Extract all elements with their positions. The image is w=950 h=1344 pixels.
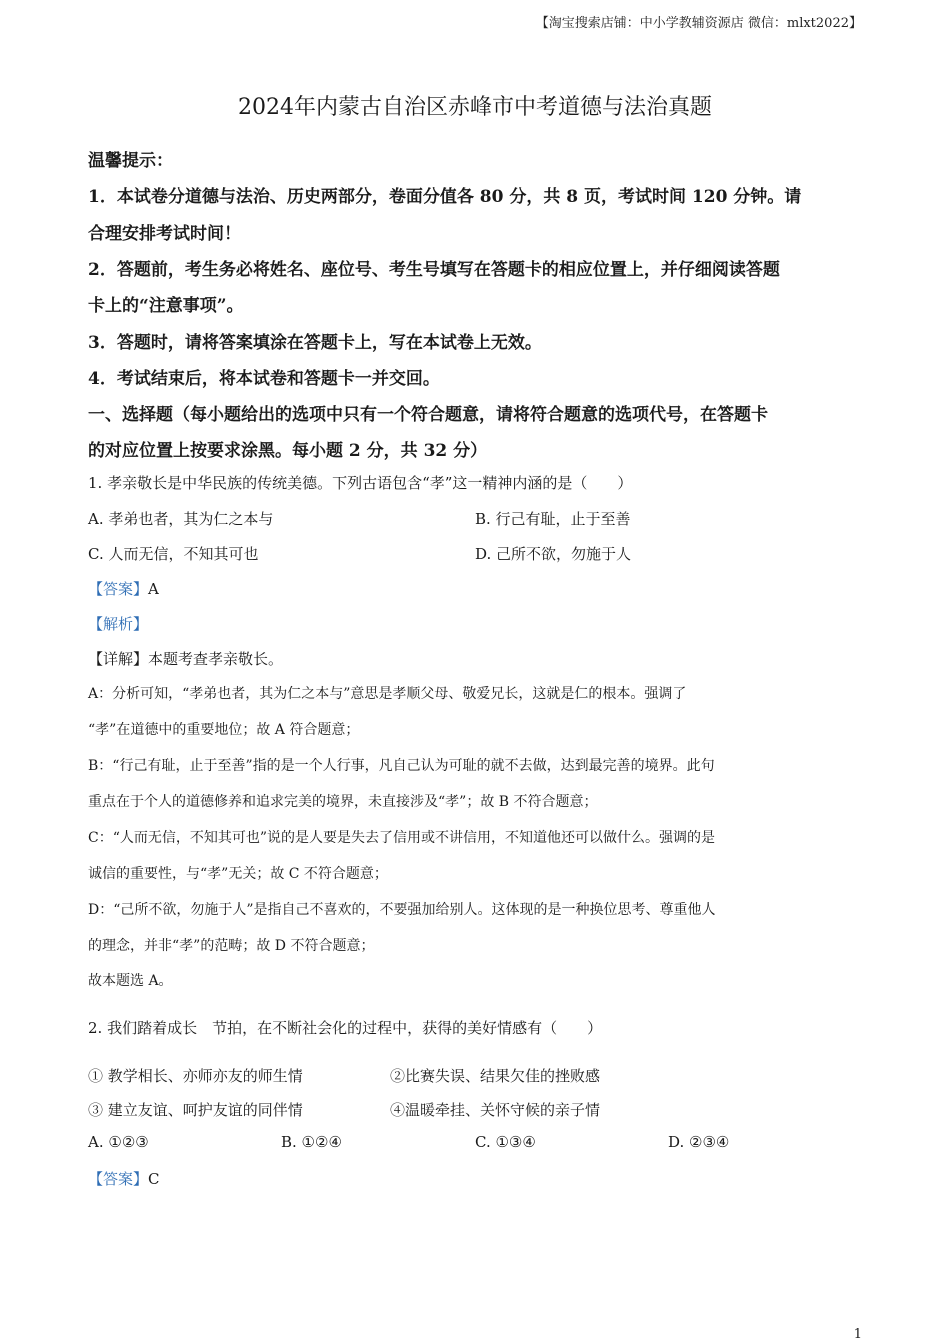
option-a: A. 孝弟也者，其为仁之本与 — [88, 510, 274, 528]
tip-line: 2．答题前，考生务必将姓名、座位号、考生号填写在答题卡的相应位置上，并仔细阅读答题 — [88, 260, 780, 280]
page-header: 【淘宝搜索店铺：中小学教辅资源店 微信：mlxt2022】 — [535, 16, 862, 31]
explanation-line: B：“行己有耻，止于至善”指的是一个人行事，凡自己认为可耻的就不去做，达到最完善的境界。此句 — [88, 758, 715, 774]
section-line: 一、选择题（每小题给出的选项中只有一个符合题意，请将符合题意的选项代号，在答题卡 — [88, 405, 768, 425]
section-line: 的对应位置上按要求涂黑。每小题 2 分，共 32 分） — [88, 441, 488, 461]
option-b: B. 行己有耻，止于至善 — [475, 510, 631, 528]
option-c: C. ①③④ — [475, 1133, 536, 1151]
answer-line — [88, 1168, 160, 1189]
tip-line: 3．答题时，请将答案填涂在答题卡上，写在本试卷上无效。 — [88, 333, 542, 353]
explanation-line: 重点在于个人的道德修养和追求完美的境界，未直接涉及“孝”；故 B 不符合题意； — [88, 794, 598, 810]
answer-value: A — [148, 580, 159, 598]
explanation-line: 的理念，并非“孝”的范畴；故 D 不符合题意； — [88, 938, 375, 954]
question-stem: 1. 孝亲敬长是中华民族的传统美德。下列古语包含“孝”这一精神内涵的是（ ） — [88, 474, 633, 492]
question-stem: 2. 我们踏着成长 节拍，在不断社会化的过程中，获得的美好情感有（ ） — [88, 1019, 603, 1037]
page-title: 2024年内蒙古自治区赤峰市中考道德与法治真题 — [238, 95, 712, 120]
page-number: 1 — [853, 1327, 862, 1342]
statement-2: ②比赛失误、结果欠佳的挫败感 — [390, 1067, 601, 1085]
tip-line: 4．考试结束后，将本试卷和答题卡一并交回。 — [88, 369, 440, 389]
detail-line — [88, 648, 283, 669]
tips-heading: 温馨提示： — [88, 151, 173, 171]
statement-1: ① 教学相长、亦师亦友的师生情 — [88, 1067, 303, 1085]
explanation-line: D：“己所不欲，勿施于人”是指自己不喜欢的，不要强加给别人。这体现的是一种换位思考、尊重他人 — [88, 902, 716, 918]
option-a: A. ①②③ — [88, 1133, 149, 1151]
statement-4: ④温暖牵挂、关怀守候的亲子情 — [390, 1101, 601, 1119]
explanation-line: C：“人而无信，不知其可也”说的是人要是失去了信用或不讲信用，不知道他还可以做什么。强调的是 — [88, 830, 716, 846]
tip-line: 卡上的“注意事项”。 — [88, 296, 244, 316]
detail-tag: 【详解】 — [88, 650, 149, 668]
detail-text: 本题考查孝亲敬长。 — [148, 650, 284, 668]
option-d: D. 己所不欲，勿施于人 — [475, 545, 632, 563]
explanation-line: A：分析可知，“孝弟也者，其为仁之本与”意思是孝顺父母、敬爱兄长，这就是仁的根本。强调了 — [88, 686, 687, 702]
answer-value: C — [148, 1170, 160, 1188]
answer-tag: 【答案】 — [88, 580, 149, 598]
tip-line: 1．本试卷分道德与法治、历史两部分，卷面分值各 80 分，共 8 页，考试时间 120 分钟。请 — [88, 187, 802, 207]
option-c: C. 人而无信，不知其可也 — [88, 545, 259, 563]
answer-line — [88, 578, 159, 599]
option-b: B. ①②④ — [281, 1133, 342, 1151]
explanation-line: 故本题选 A。 — [88, 973, 173, 989]
explanation-line: 诚信的重要性，与“孝”无关；故 C 不符合题意； — [88, 866, 388, 882]
option-d: D. ②③④ — [668, 1133, 730, 1151]
statement-3: ③ 建立友谊、呵护友谊的同伴情 — [88, 1101, 303, 1119]
analysis-tag: 【解析】 — [88, 615, 149, 633]
explanation-line: “孝”在道德中的重要地位；故 A 符合题意； — [88, 722, 360, 738]
tip-line: 合理安排考试时间！ — [88, 224, 241, 244]
answer-tag: 【答案】 — [88, 1170, 149, 1188]
